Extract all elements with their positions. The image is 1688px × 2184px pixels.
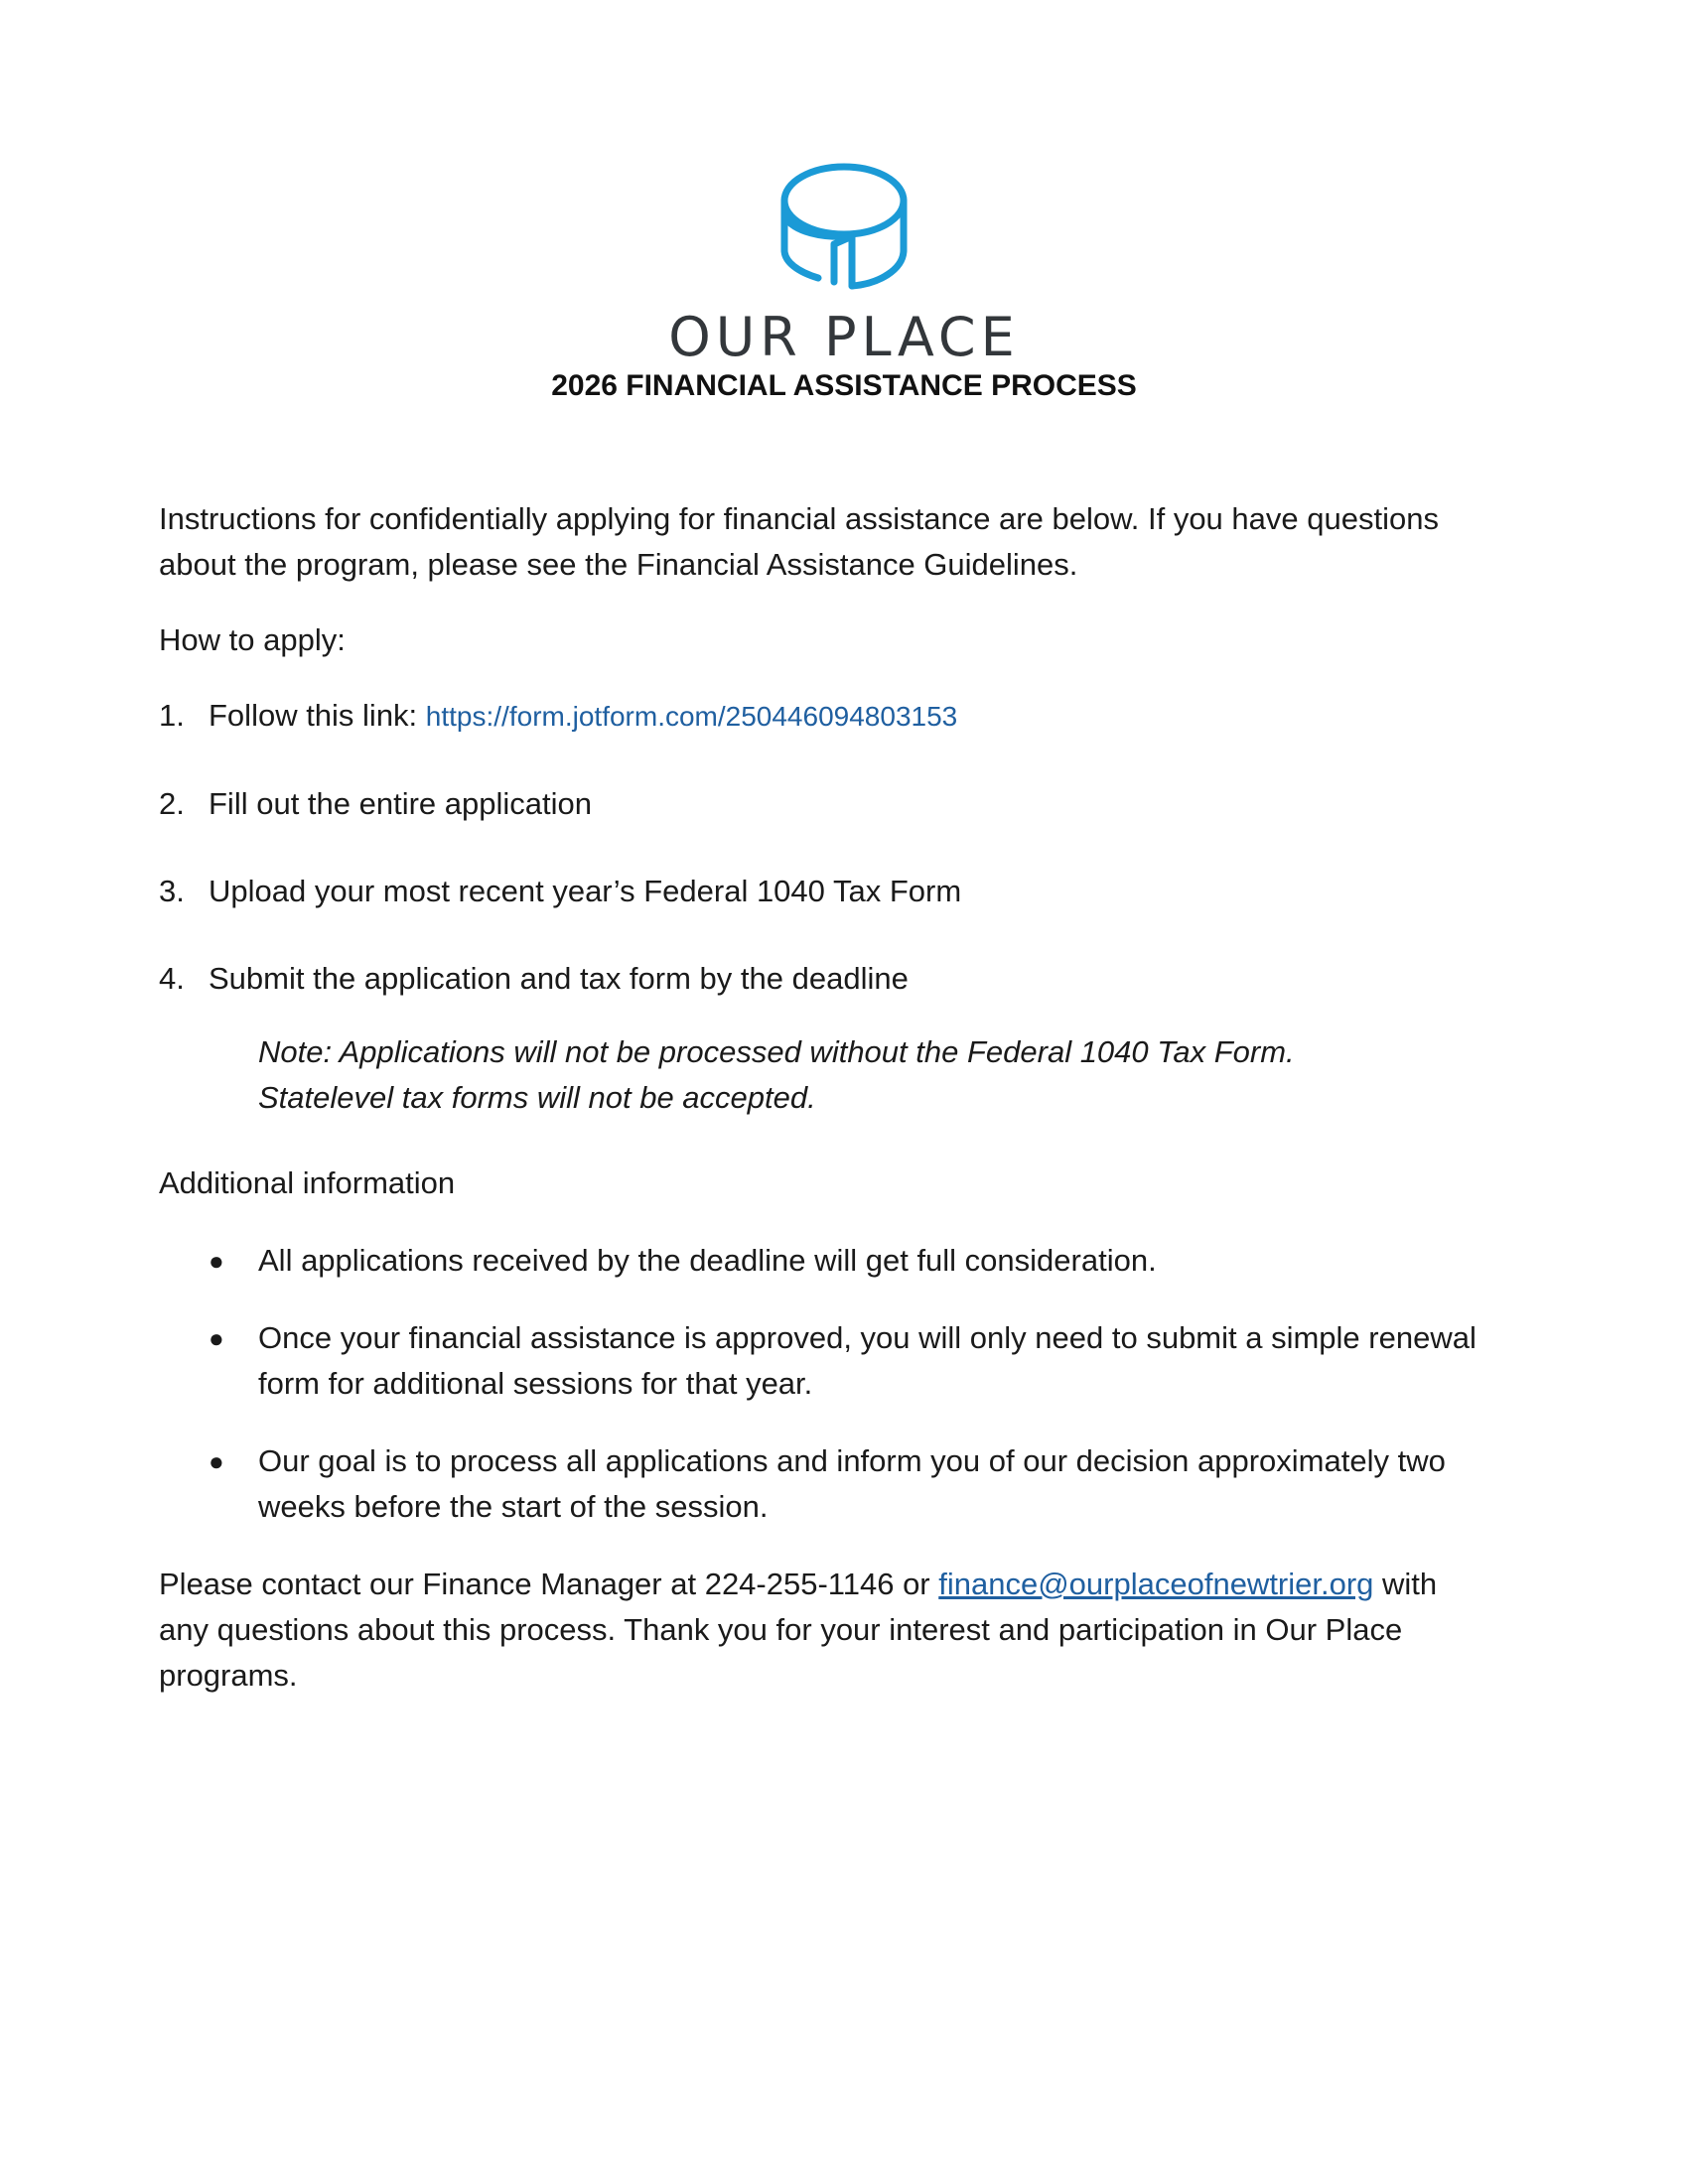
list-item	[159, 1438, 1479, 1530]
step-text: Follow this link:	[209, 698, 426, 733]
intro-paragraph: Instructions for confidentially applying for financial assistance are below. If you have questions about the program, please see the Financial Assistance Guidelines.	[159, 501, 1439, 582]
how-to-apply-label: How to apply:	[159, 622, 346, 657]
list-item-text: All applications received by the deadline will get full consideration.	[258, 1243, 1157, 1278]
step-number: 1.	[159, 698, 185, 733]
additional-info-label: Additional information	[159, 1165, 456, 1200]
finance-email-link[interactable]: finance@ourplaceofnewtrier.org	[938, 1567, 1374, 1601]
step-item	[159, 869, 1479, 914]
step-text: Submit the application and tax form by the deadline	[209, 961, 909, 996]
step-item	[159, 781, 1479, 827]
step-number: 3.	[159, 874, 185, 908]
step-item	[159, 693, 1479, 740]
document-body	[159, 496, 1479, 1699]
our-place-logo	[0, 159, 1688, 368]
bullet-icon: ●	[209, 1323, 224, 1353]
contact-paragraph	[159, 1562, 1479, 1699]
list-item-text: Once your financial assistance is approved, you will only need to submit a simple renewal form for additional sessions for that year.	[258, 1320, 1477, 1401]
contact-suffix: with any questions about this process. Thank you for your interest and participation in Our Place programs.	[159, 1567, 1438, 1693]
step-number: 4.	[159, 961, 185, 996]
list-item	[159, 1315, 1479, 1407]
step-text: Fill out the entire application	[209, 786, 593, 821]
tax-form-note: Note: Applications will not be processed without the Federal 1040 Tax Form. Statelevel tax forms will not be accepted.	[258, 1034, 1295, 1115]
step-text: Upload your most recent year’s Federal 1040 Tax Form	[209, 874, 962, 908]
document-title: 2026 FINANCIAL ASSISTANCE PROCESS	[551, 369, 1137, 402]
our-place-logo-icon	[774, 159, 914, 298]
contact-prefix: Please contact our Finance Manager at 224-255-1146 or	[159, 1567, 939, 1601]
bullet-icon: ●	[209, 1246, 224, 1276]
application-steps	[159, 693, 1479, 1002]
additional-info-list	[159, 1238, 1479, 1530]
step-item	[159, 956, 1479, 1002]
logo-wordmark: OUR PLACE	[668, 306, 1020, 368]
bullet-icon: ●	[209, 1446, 224, 1476]
application-form-link[interactable]: https://form.jotform.com/250446094803153	[425, 701, 958, 732]
list-item-text: Our goal is to process all applications and inform you of our decision approximately two weeks before the start of the session.	[258, 1443, 1446, 1524]
step-number: 2.	[159, 786, 185, 821]
list-item	[159, 1238, 1479, 1284]
